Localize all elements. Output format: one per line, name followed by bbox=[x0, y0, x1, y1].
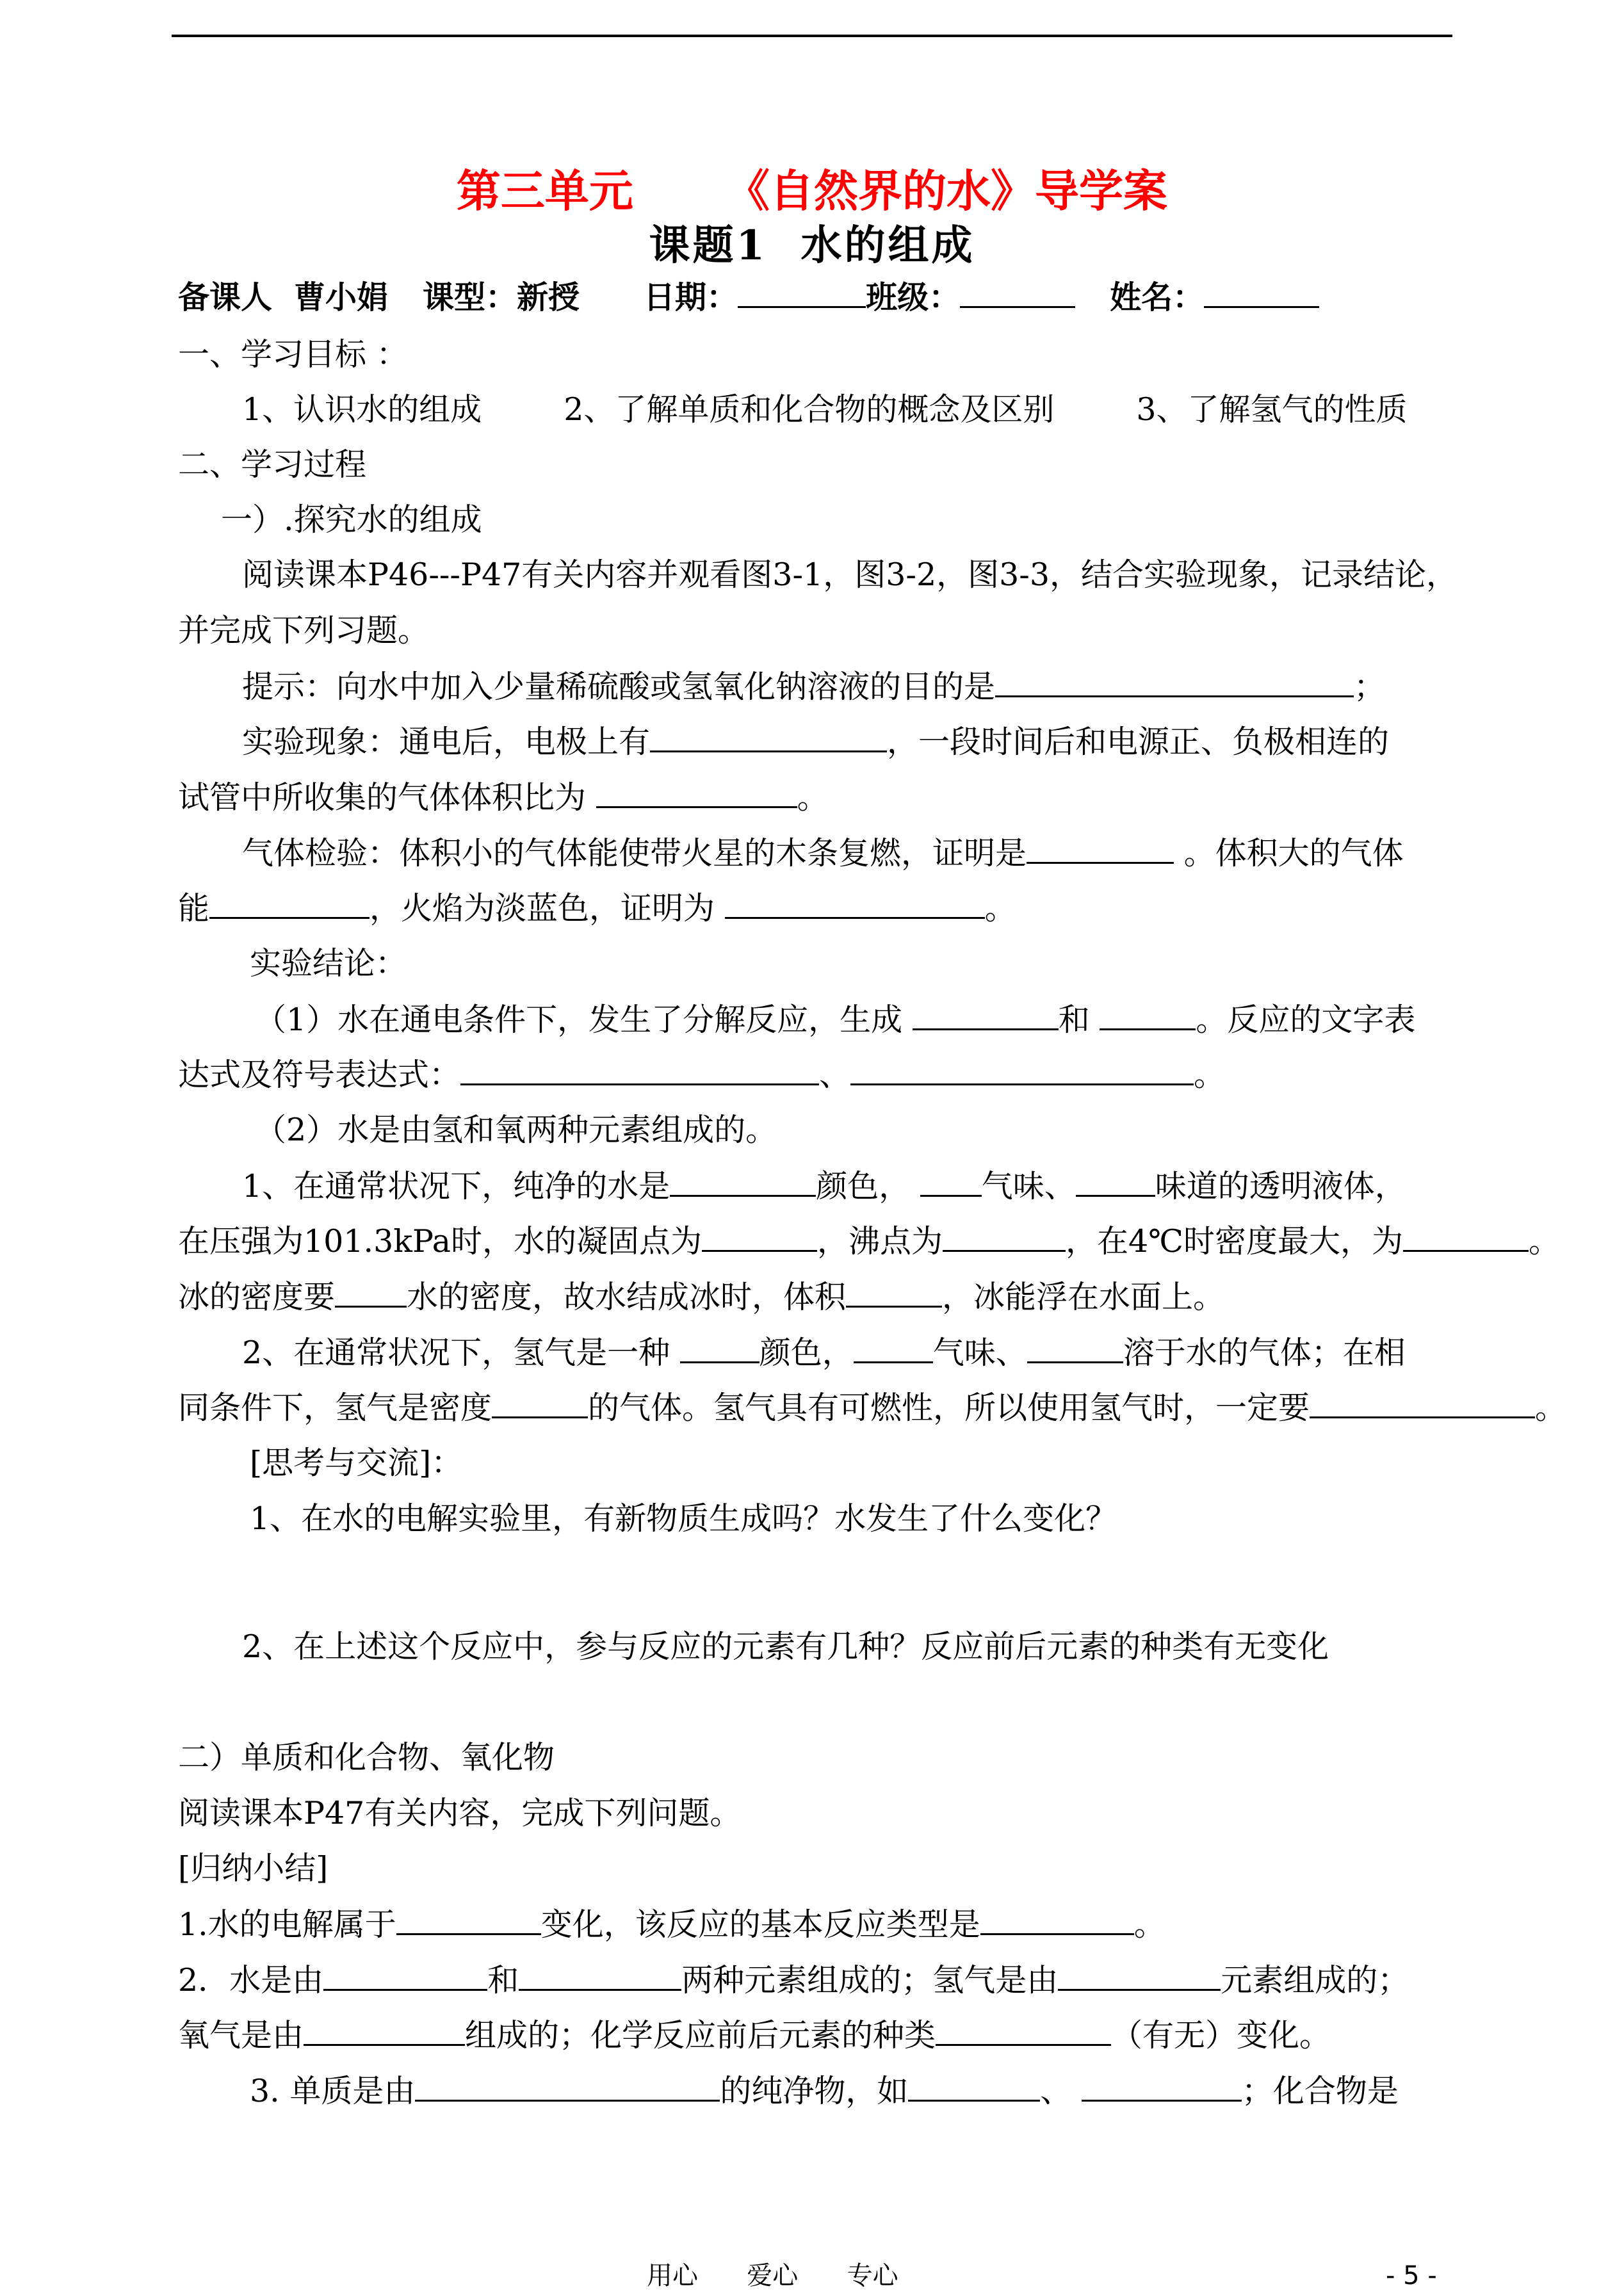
example-sep: 、 bbox=[1040, 2073, 1082, 2109]
hydrogen-property-line-2 bbox=[178, 1388, 1566, 1427]
water-taste-text: 味道的透明液体， bbox=[1155, 1168, 1406, 1204]
density-text: ，在4℃时密度最大，为 bbox=[1065, 1223, 1403, 1260]
oxygen-element-blank[interactable] bbox=[304, 2016, 465, 2046]
conservation-blank[interactable] bbox=[936, 2016, 1111, 2046]
water-color-text: 颜色， bbox=[816, 1168, 920, 1204]
expression-sep: 、 bbox=[819, 1057, 851, 1093]
element-conservation-text: 组成的；化学反应前后元素的种类 bbox=[465, 2017, 936, 2054]
hydrogen-density-text: 同条件下，氢气是密度 bbox=[178, 1390, 492, 1426]
summary-2-line-2 bbox=[178, 2016, 1331, 2055]
conclusion-1-and: 和 bbox=[1058, 1002, 1100, 1038]
hydrogen-element-blank[interactable] bbox=[1058, 1961, 1221, 1991]
summary-2-text-end: 元素组成的； bbox=[1221, 1962, 1409, 1999]
hint-blank[interactable] bbox=[995, 667, 1354, 697]
reaction-type-blank[interactable] bbox=[980, 1905, 1134, 1935]
water-property-text: 1、在通常状况下，纯净的水是 bbox=[242, 1168, 670, 1204]
lesson-type: 课型：新授 bbox=[423, 279, 580, 316]
ice-float-text: ，冰能浮在水面上。 bbox=[942, 1279, 1225, 1315]
hydrogen-blank[interactable] bbox=[725, 889, 985, 919]
conclusion-2: （2）水是由氢和氧两种元素组成的。 bbox=[255, 1112, 777, 1148]
summary-3 bbox=[250, 2072, 1399, 2111]
volume-ratio-punct: 。 bbox=[797, 779, 829, 816]
water-property-line bbox=[242, 1167, 1406, 1206]
summary-heading: [归纳小结] bbox=[178, 1850, 329, 1886]
density-blank[interactable] bbox=[1403, 1222, 1529, 1252]
element-conservation-end: （有无）变化。 bbox=[1111, 2017, 1331, 2054]
expression-text: 达式及符号表达式： bbox=[178, 1057, 461, 1093]
phenomenon-line bbox=[242, 722, 1389, 761]
phenomenon-text: 实验现象：通电后，电极上有 bbox=[242, 724, 651, 760]
element-2-blank[interactable] bbox=[519, 1961, 681, 1991]
date-blank[interactable] bbox=[738, 278, 866, 308]
gas-test-line bbox=[242, 834, 1404, 873]
ice-density-text: 冰的密度要 bbox=[178, 1279, 336, 1315]
product-1-blank[interactable] bbox=[913, 1000, 1059, 1030]
product-2-blank[interactable] bbox=[1100, 1000, 1196, 1030]
water-smell-blank[interactable] bbox=[920, 1167, 982, 1197]
section1-heading: 一、学习目标 ： bbox=[178, 336, 408, 373]
expression-punct: 。 bbox=[1194, 1057, 1226, 1093]
freezing-text: 在压强为101.3kPa时，水的凝固点为 bbox=[178, 1223, 702, 1260]
element-example-text: 的纯净物，如 bbox=[720, 2073, 909, 2109]
phenomenon-text-cont: ，一段时间后和电源正、负极相连的 bbox=[887, 724, 1390, 760]
example-2-blank[interactable] bbox=[1082, 2072, 1242, 2102]
name-label: 姓名： bbox=[1110, 279, 1205, 316]
class-blank[interactable] bbox=[960, 278, 1075, 308]
hydrogen-safety-blank[interactable] bbox=[1310, 1388, 1535, 1418]
phenomenon-blank[interactable] bbox=[650, 722, 887, 752]
water-smell-text: 气味、 bbox=[981, 1168, 1076, 1204]
summary-1-punct: 。 bbox=[1133, 1906, 1165, 1943]
reading-instruction: 阅读课本P46---P47有关内容并观看图3-1，图3-2，图3-3，结合实验现象，记录结论， bbox=[242, 556, 1458, 593]
part2-reading: 阅读课本P47有关内容，完成下列问题。 bbox=[178, 1795, 742, 1831]
conclusion-1 bbox=[255, 1000, 1415, 1039]
conclusion-heading: 实验结论： bbox=[250, 945, 407, 982]
gas-test-text-cont: 。体积大的气体 bbox=[1174, 835, 1404, 872]
boiling-text: ，沸点为 bbox=[816, 1223, 943, 1260]
oxygen-blank[interactable] bbox=[1027, 834, 1174, 864]
hint-text: 提示：向水中加入少量稀硫酸或氢氧化钠溶液的目的是 bbox=[242, 669, 996, 705]
summary-2 bbox=[178, 1961, 1409, 2000]
hint-punct: ； bbox=[1354, 669, 1386, 705]
summary-1-text-cont: 变化，该反应的基本反应类型是 bbox=[540, 1906, 980, 1943]
example-1-blank[interactable] bbox=[908, 2072, 1040, 2102]
oxygen-composition-text: 氧气是由 bbox=[178, 2017, 304, 2054]
ice-density-blank[interactable] bbox=[335, 1277, 407, 1308]
think-heading: [思考与交流]： bbox=[250, 1445, 463, 1481]
reading-instruction-cont: 并完成下列习题。 bbox=[178, 612, 430, 649]
word-expression-blank[interactable] bbox=[460, 1055, 819, 1085]
water-color-blank[interactable] bbox=[670, 1167, 816, 1197]
hydrogen-smell-text: 气味、 bbox=[932, 1334, 1027, 1371]
hydrogen-color-text: 颜色， bbox=[759, 1334, 854, 1371]
footer-motto: 用心 爱心 专心 bbox=[647, 2261, 898, 2291]
compound-definition-text: ；化合物是 bbox=[1241, 2073, 1399, 2109]
hydrogen-smell-blank[interactable] bbox=[854, 1333, 933, 1363]
conclusion-1-text: （1）水在通电条件下，发生了分解反应，生成 bbox=[255, 1002, 913, 1038]
flame-text: ，火焰为淡蓝色，证明为 bbox=[369, 890, 725, 927]
part2-heading: 二）单质和化合物、氧化物 bbox=[178, 1739, 555, 1776]
element-definition-text: 3. 单质是由 bbox=[250, 2073, 416, 2109]
name-blank[interactable] bbox=[1204, 278, 1319, 308]
summary-2-and: 和 bbox=[487, 1962, 519, 1999]
page-number: - 5 - bbox=[1386, 2261, 1437, 2291]
volume-ratio-blank[interactable] bbox=[596, 778, 797, 808]
water-property-line-2 bbox=[178, 1222, 1560, 1261]
gas-test-neng: 能 bbox=[178, 890, 210, 927]
preparer-name: 曹小娟 bbox=[294, 279, 389, 316]
flame-punct: 。 bbox=[984, 890, 1016, 927]
hydrogen-color-blank[interactable] bbox=[680, 1333, 759, 1363]
water-taste-blank[interactable] bbox=[1076, 1167, 1155, 1197]
think-question-1: 1、在水的电解实验里，有新物质生成吗？水发生了什么变化？ bbox=[250, 1500, 1117, 1537]
gas-test-line-2 bbox=[178, 889, 1016, 928]
summary-1-text: 1.水的电解属于 bbox=[178, 1906, 396, 1943]
goal-item: 3、了解氢气的性质 bbox=[1136, 391, 1408, 428]
think-question-2: 2、在上述这个反应中，参与反应的元素有几种？反应前后元素的种类有无变化 bbox=[242, 1628, 1329, 1665]
density-punct: 。 bbox=[1528, 1223, 1560, 1260]
element-1-blank[interactable] bbox=[323, 1961, 487, 1991]
ice-volume-blank[interactable] bbox=[846, 1277, 942, 1308]
summary-2-text-cont: 两种元素组成的；氢气是由 bbox=[681, 1962, 1059, 1999]
water-property-line-3 bbox=[178, 1277, 1224, 1317]
hydrogen-solubility-blank[interactable] bbox=[1027, 1333, 1123, 1363]
hint-line bbox=[242, 667, 1385, 706]
phenomenon-line-2 bbox=[178, 778, 829, 817]
date-label: 日期： bbox=[644, 279, 738, 316]
goal-item: 1、认识水的组成 bbox=[242, 391, 482, 428]
goals-line bbox=[242, 391, 1408, 429]
hydrogen-solubility-text: 溶于水的气体；在相 bbox=[1123, 1334, 1406, 1371]
goal-item: 2、了解单质和化合物的概念及区别 bbox=[564, 391, 1055, 428]
hydrogen-density-blank[interactable] bbox=[492, 1388, 588, 1418]
burn-blank[interactable] bbox=[209, 889, 369, 919]
part1-heading: 一）.探究水的组成 bbox=[221, 501, 482, 538]
document-title: 第三单元 《自然界的水》导学案 bbox=[456, 166, 1168, 217]
hydrogen-property-text: 2、在通常状况下，氢气是一种 bbox=[242, 1334, 680, 1371]
hydrogen-property-line bbox=[242, 1333, 1406, 1372]
boiling-blank[interactable] bbox=[943, 1222, 1066, 1252]
lesson-subtitle: 课题1 水的组成 bbox=[649, 222, 975, 270]
summary-2-text: 2．水是由 bbox=[178, 1962, 324, 1999]
conclusion-1-cont: 。反应的文字表 bbox=[1196, 1002, 1416, 1038]
section2-heading: 二、学习过程 bbox=[178, 446, 367, 483]
change-type-blank[interactable] bbox=[396, 1905, 541, 1935]
summary-1 bbox=[178, 1905, 1165, 1944]
volume-ratio-text: 试管中所收集的气体体积比为 bbox=[178, 779, 596, 816]
class-label: 班级： bbox=[866, 279, 961, 316]
element-definition-blank[interactable] bbox=[415, 2072, 720, 2102]
hydrogen-safety-text: 的气体。氢气具有可燃性，所以使用氢气时，一定要 bbox=[588, 1390, 1310, 1426]
ice-volume-text: 水的密度，故水结成冰时，体积 bbox=[407, 1279, 847, 1315]
conclusion-1-expression bbox=[178, 1055, 1225, 1094]
gas-test-text: 气体检验：体积小的气体能使带火星的木条复燃，证明是 bbox=[242, 835, 1027, 872]
meta-line bbox=[178, 278, 1319, 317]
symbol-expression-blank[interactable] bbox=[850, 1055, 1194, 1085]
header-rule bbox=[172, 35, 1452, 37]
freezing-blank[interactable] bbox=[702, 1222, 817, 1252]
preparer-label: 备课人 bbox=[178, 279, 273, 316]
hydrogen-safety-punct: 。 bbox=[1535, 1390, 1567, 1426]
